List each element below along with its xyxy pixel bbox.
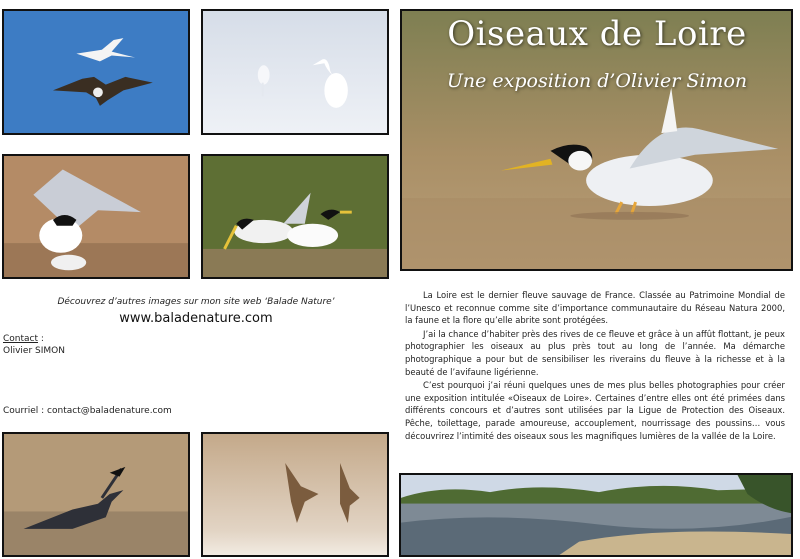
- photo-loire-landscape: [399, 473, 793, 557]
- photo-terns-mating: [2, 154, 190, 279]
- website-intro: Découvrez d’autres images sur mon site web ‘Balade Nature’: [57, 297, 335, 307]
- contact-label: Contact: [3, 334, 39, 344]
- paragraph-1: La Loire est le dernier fleuve sauvage de France. Classée au Patrimoine Mondial de l’Unesco et reconnue comme site d’importance communautaire du Réseau Natura 2000, la faune et la flore qu’elle abrite sont protégées.: [405, 290, 785, 326]
- photo-black-tern: [2, 432, 190, 557]
- contact-heading: [3, 333, 44, 345]
- photo-birds-in-flight: [2, 9, 190, 135]
- contact-email[interactable]: Courriel : contact@baladenature.com: [3, 406, 172, 416]
- page-subtitle: Une exposition d’Olivier Simon: [446, 70, 748, 92]
- website-link[interactable]: www.baladenature.com: [119, 311, 273, 326]
- photo-terns-flight-haze: [201, 432, 389, 557]
- contact-colon: :: [38, 334, 44, 344]
- page-title: Oiseaux de Loire: [447, 14, 747, 54]
- photo-egrets-in-mist: [201, 9, 389, 135]
- contact-name: Olivier SIMON: [3, 346, 65, 356]
- photo-terns-pair: [201, 154, 389, 279]
- paragraph-2: J’ai la chance d’habiter près des rives de ce fleuve et grâce à un affût flottant, je peux photographier les oiseaux au plus près tout au long de l’année. Ma démarche photographique a pour but de sensibiliser les riverains du fleuve à la richesse et à la beauté de l’avifaune ligérienne.: [405, 328, 785, 377]
- paragraph-3: C’est pourquoi j’ai réuni quelques unes de mes plus belles photographies pour créer une exposition intitulée «Oiseaux de Loire». Certaines d’entre elles ont été primées dans différents concours et d’autres sont utilisées par la Ligue de Protection des Oiseaux. Pêche, toilettage, parade amoureuse, accouplement, nourrissage des poussins… vous découvrirez l’intimité des oiseaux sous les magnifiques lumières de la vallée de la Loire.: [405, 380, 785, 441]
- description-text: [405, 289, 785, 443]
